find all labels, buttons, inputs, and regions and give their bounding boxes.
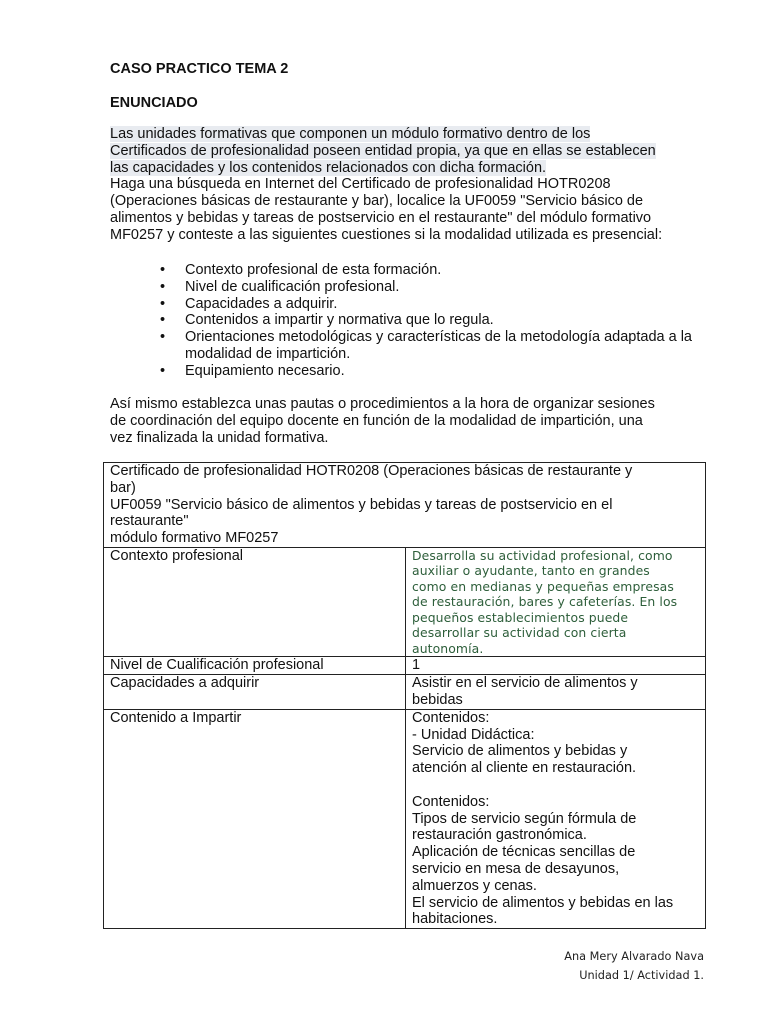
document-subtitle: ENUNCIADO	[110, 95, 198, 111]
row-label: Contenido a Impartir	[104, 709, 406, 928]
table-row	[104, 547, 706, 657]
bullet-icon: •	[160, 362, 166, 379]
table-row	[104, 709, 706, 928]
intro-line: (Operaciones básicas de restaurante y bar), localice la UF0059 "Servicio básico de	[110, 193, 644, 210]
list-item: • Nivel de cualificación profesional.	[160, 278, 400, 295]
intro-highlight-line: Certificados de profesionalidad poseen entidad propia, ya que en ellas se establecen	[110, 142, 656, 159]
closing-line: Así mismo establezca unas pautas o procedimientos a la hora de organizar sesiones	[110, 396, 655, 412]
row-value: Desarrolla su actividad profesional, como auxiliar o ayudante, tanto en grandes como en medianas y pequeñas empresas de restauración, bares y cafeterías. En los pequeños establecimientos puede desarrollar su actividad con cierta autonomía.	[406, 547, 706, 657]
row-label: Capacidades a adquirir	[104, 675, 406, 710]
row-value: Contenidos: - Unidad Didáctica: Servicio de alimentos y bebidas y atención al cliente en restauración. Contenidos: Tipos de servicio según fórmula de restauración gastronómica. Aplicación de técnicas sencillas de servicio en mesa de desayunos, almuerzos y cenas. El servicio de alimentos y bebidas en las habitaciones.	[406, 709, 706, 928]
intro-paragraph	[110, 126, 710, 244]
list-item: • Equipamiento necesario.	[160, 362, 345, 379]
list-item: • Contexto profesional de esta formación.	[160, 262, 442, 278]
page-footer	[564, 947, 704, 985]
bullet-icon: •	[160, 262, 166, 278]
list-item: • Contenidos a impartir y normativa que lo regula.	[160, 312, 494, 329]
intro-highlight-line: Las unidades formativas que componen un módulo formativo dentro de los	[110, 126, 591, 142]
certificate-table	[103, 462, 706, 929]
list-item: • Orientaciones metodológicas y características de la metodología adaptada a la modalidad de impartición.	[160, 329, 692, 362]
bullet-icon: •	[160, 329, 166, 346]
intro-line: alimentos y bebidas y tareas de postservicio en el restaurante" del módulo formativo	[110, 209, 652, 226]
bullet-icon: •	[160, 312, 166, 329]
intro-highlight-line: las capacidades y los contenidos relacionados con dicha formación.	[110, 159, 547, 176]
table-header-row	[104, 463, 706, 548]
list-item: • Capacidades a adquirir.	[160, 295, 338, 312]
document-title: CASO PRACTICO TEMA 2	[110, 61, 289, 77]
table-header-cell: Certificado de profesionalidad HOTR0208 (Operaciones básicas de restaurante y bar) UF0059 "Servicio básico de alimentos y bebidas y tareas de postservicio en el restaurante" módulo formativo MF0257	[104, 463, 706, 548]
row-value: Asistir en el servicio de alimentos y bebidas	[406, 675, 706, 710]
closing-line: de coordinación del equipo docente en función de la modalidad de impartición, una	[110, 412, 643, 429]
bullet-icon: •	[160, 278, 166, 295]
bullet-icon: •	[160, 295, 166, 312]
intro-line: MF0257 y conteste a las siguientes cuestiones si la modalidad utilizada es presencial:	[110, 226, 663, 243]
table-row	[104, 657, 706, 675]
intro-line: Haga una búsqueda en Internet del Certificado de profesionalidad HOTR0208	[110, 176, 611, 193]
footer-unit: Unidad 1/ Actividad 1.	[579, 969, 704, 982]
row-label: Nivel de Cualificación profesional	[104, 657, 406, 675]
table-row	[104, 675, 706, 710]
closing-paragraph	[110, 396, 710, 446]
closing-line: vez finalizada la unidad formativa.	[110, 429, 329, 446]
question-list	[160, 262, 720, 380]
row-value: 1	[406, 657, 706, 675]
row-label: Contexto profesional	[104, 547, 406, 657]
footer-author: Ana Mery Alvarado Nava	[564, 950, 704, 963]
